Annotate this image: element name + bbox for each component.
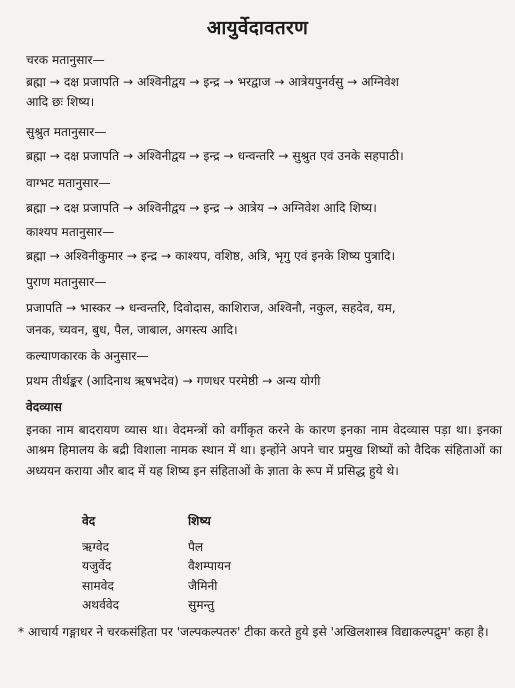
- table-cell-veda: ऋग्वेद: [82, 539, 110, 554]
- section-heading-kashyap: काश्यप मतानुसार—: [26, 225, 115, 239]
- table-row: [82, 557, 342, 577]
- table-header-veda: वेद: [82, 514, 96, 528]
- section-heading-vedvyas: वेदव्यास: [26, 400, 62, 414]
- section-heading-vagbhat: वाग्भट मतानुसार—: [26, 176, 111, 190]
- table-header-row: [82, 512, 342, 532]
- section-heading-puran: पुराण मतानुसार—: [26, 275, 107, 289]
- table-row: [82, 577, 342, 597]
- page-title: आयुर्वेदावतरण: [206, 17, 309, 39]
- table-header-shishya: शिष्य: [188, 514, 211, 528]
- lineage-line: जनक, च्यवन, बुध, पैल, जाबाल, अगस्त्य आदि।: [26, 323, 238, 337]
- table-cell-veda: सामवेद: [82, 578, 114, 593]
- table-cell-shishya: पैल: [188, 539, 204, 554]
- section-heading-charak: चरक मतानुसार—: [26, 53, 105, 67]
- table-row: [82, 538, 342, 558]
- table-cell-veda: यजुर्वेद: [82, 559, 112, 573]
- table-cell-shishya: सुमन्तु: [188, 598, 215, 612]
- section-heading-sushrut: सुश्रुत मतानुसार—: [26, 125, 107, 139]
- lineage-line: आदि छः शिष्य।: [26, 95, 95, 109]
- vedvyas-paragraph: इनका नाम बादरायण व्यास था। वेदमन्त्रों को वर्गीकृत करने के कारण इनका नाम वेदव्यास पड़ा था। इनका आश्रम हिमालय के बद्री विशाला नामक स्थान में था। इन्होंने अपने चार प्रमुख शिष्यों को वैदिक संहिताओं का अध्ययन कराया और बाद में यह शिष्य इन संहिताओं के ज्ञाता के रूप में प्रसिद्ध हुये थे।: [26, 423, 502, 478]
- lineage-line: प्रथम तीर्थङ्कर (आदिनाथ ऋषभदेव) → गणधर परमेष्ठी → अन्य योगी: [26, 374, 321, 388]
- lineage-line: प्रजापति → भास्कर → धन्वन्तरि, दिवोदास, काशिराज, अश्विनौ, नकुल, सहदेव, यम,: [26, 301, 396, 315]
- table-cell-veda: अथर्ववेद: [82, 598, 120, 612]
- table-row: [82, 596, 342, 616]
- section-heading-kalyankarak: कल्याणकारक के अनुसार—: [26, 349, 149, 363]
- lineage-line: ब्रह्मा → दक्ष प्रजापति → अश्विनीद्वय → इन्द्र → धन्वन्तरि → सुश्रुत एवं उनके सहपाठी।: [26, 149, 404, 163]
- lineage-line: ब्रह्मा → दक्ष प्रजापति → अश्विनीद्वय → इन्द्र → आत्रेय → अग्निवेश आदि शिष्य।: [26, 201, 377, 215]
- table-cell-shishya: जैमिनी: [188, 578, 218, 593]
- footnote: * आचार्य गङ्गाधर ने चरकसंहिता पर 'जल्पकल्पतरु' टीका करते हुये इसे 'अखिलशास्त्र विद्याकल्पद्रुम' कहा है।: [18, 625, 489, 639]
- lineage-line: ब्रह्मा → अश्विनीकुमार → इन्द्र → काश्यप, वशिष्ठ, अत्रि, भृगु एवं इनके शिष्य पुत्रादि।: [26, 249, 396, 263]
- table-cell-shishya: वैशम्पायन: [188, 559, 231, 573]
- lineage-line: ब्रह्मा → दक्ष प्रजापति → अश्विनीद्वय → इन्द्र → भरद्वाज → आत्रेयपुनर्वसु → अग्निवेश: [26, 75, 399, 89]
- veda-disciple-table: [82, 512, 342, 616]
